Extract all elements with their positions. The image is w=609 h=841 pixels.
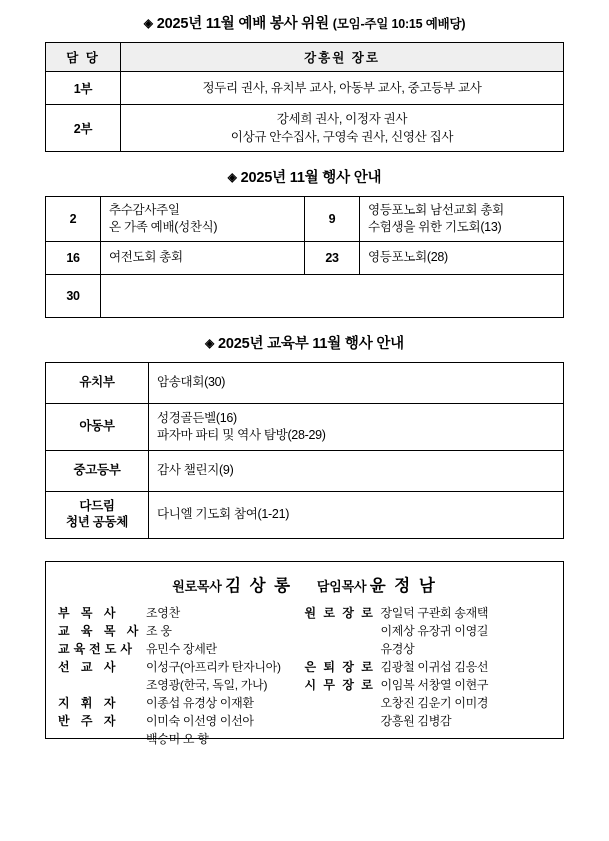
diamond-icon: ◈ <box>227 170 237 184</box>
staff-value-left-3: 이성구(아프리카 탄자니아) <box>146 660 281 674</box>
gap-2 <box>45 318 564 332</box>
education-dept-3: 중고등부 <box>46 451 149 492</box>
senior-pastor-name: 윤 정 남 <box>369 577 437 595</box>
staff-value-right-1: 이제상 유장귀 이영길 <box>380 624 489 638</box>
events-table <box>45 196 564 318</box>
gap-1 <box>45 152 564 166</box>
staff-role-left-6: 반 주 자 <box>58 714 120 728</box>
staff-value-right-6: 강흥원 김병감 <box>380 714 452 728</box>
education-dept-4-line1: 다드림 <box>79 499 115 514</box>
staff-role-left-2: 교육전도사 <box>58 642 136 656</box>
staff-value-right-5: 오창진 김운기 이미경 <box>380 696 489 710</box>
staff-value-left-5: 이종섭 유경상 이재환 <box>146 696 254 710</box>
education-content-2 <box>149 404 564 451</box>
event-desc-left-1-line2: 온 가족 예배(성찬식) <box>109 220 218 234</box>
worship-table <box>45 42 564 152</box>
table-row <box>46 492 564 539</box>
staff-role-right-3: 은 퇴 장 로 <box>304 660 375 674</box>
table-row <box>46 197 564 242</box>
event-day-left-2: 16 <box>46 242 101 275</box>
event-desc-right-1-line2: 수험생을 위한 기도회(13) <box>368 220 502 234</box>
event-day-right-2: 23 <box>305 242 360 275</box>
staff-value-left-6: 이미숙 이선영 이선아 <box>146 714 254 728</box>
list-item <box>58 676 305 694</box>
table-row <box>46 404 564 451</box>
event-day-left-3: 30 <box>46 275 101 318</box>
table-row <box>46 275 564 318</box>
staff-value-right-0: 장일덕 구관회 송재택 <box>380 606 489 620</box>
staff-role-right-4: 시 무 장 로 <box>304 678 375 692</box>
staff-value-left-2: 유민수 장세란 <box>146 642 217 656</box>
staff-directory-heading <box>58 572 551 596</box>
worship-title-main: 2025년 11월 예배 봉사 위원 <box>156 16 329 32</box>
events-title-main: 2025년 11월 행사 안내 <box>240 170 382 186</box>
senior-pastor-emeritus-label: 원로목사 <box>172 579 222 594</box>
list-item <box>305 640 552 658</box>
list-item <box>305 658 552 676</box>
staff-value-right-3: 김광철 이귀섭 김응선 <box>380 660 489 674</box>
event-desc-left-3 <box>101 275 564 318</box>
table-row <box>46 363 564 404</box>
staff-value-right-4: 이임복 서창열 이현구 <box>380 678 489 692</box>
staff-column-left <box>58 604 305 748</box>
senior-pastor-label: 담임목사 <box>316 579 367 594</box>
worship-names-2-line2: 이상규 안수집사, 구영숙 권사, 신영산 집사 <box>230 130 454 144</box>
event-desc-left-1 <box>101 197 305 242</box>
education-title-main: 2025년 교육부 11월 행사 안내 <box>218 336 404 352</box>
event-desc-left-2: 여전도회 총회 <box>101 242 305 275</box>
worship-part-2: 2부 <box>46 105 121 152</box>
education-dept-1: 유치부 <box>46 363 149 404</box>
staff-role-left-3: 선 교 사 <box>58 660 120 674</box>
education-content-1: 암송대회(30) <box>149 363 564 404</box>
staff-role-left-1: 교 육 목 사 <box>58 624 143 638</box>
worship-part-1: 1부 <box>46 72 121 105</box>
table-row <box>46 451 564 492</box>
education-table <box>45 362 564 539</box>
worship-title-sub: (모임-주일 10:15 예배당) <box>332 17 466 31</box>
list-item <box>58 694 305 712</box>
events-section-title <box>45 166 564 187</box>
education-content-3: 감사 챌린지(9) <box>149 451 564 492</box>
list-item <box>58 712 305 730</box>
event-day-left-1: 2 <box>46 197 101 242</box>
education-content-2-line1: 성경골든벨(16) <box>157 410 237 425</box>
list-item <box>305 694 552 712</box>
education-section-title <box>45 332 564 353</box>
staff-value-left-0: 조영찬 <box>146 606 180 620</box>
staff-directory-box <box>45 561 564 746</box>
list-item <box>58 658 305 676</box>
list-item <box>305 712 552 730</box>
table-row <box>46 72 564 105</box>
list-item <box>58 640 305 658</box>
list-item <box>58 730 305 748</box>
education-dept-4-line2: 청년 공동체 <box>65 515 129 529</box>
staff-value-left-1: 조 웅 <box>146 624 172 638</box>
table-row <box>46 242 564 275</box>
staff-column-right <box>305 604 552 748</box>
list-item <box>305 676 552 694</box>
worship-header-duty: 담 당 <box>46 43 121 72</box>
senior-pastor-emeritus-name: 김 상 롱 <box>225 577 293 595</box>
event-desc-right-1-line1: 영등포노회 남선교회 총회 <box>368 202 504 217</box>
list-item <box>58 604 305 622</box>
event-day-right-1: 9 <box>305 197 360 242</box>
worship-names-2 <box>121 105 564 152</box>
education-dept-2: 아동부 <box>46 404 149 451</box>
staff-value-right-2: 유경상 <box>380 642 415 656</box>
event-desc-right-1 <box>360 197 564 242</box>
diamond-icon: ◈ <box>143 16 153 30</box>
event-desc-left-1-line1: 추수감사주일 <box>109 202 180 217</box>
list-item <box>305 622 552 640</box>
diamond-icon: ◈ <box>205 336 215 350</box>
table-header-row <box>46 43 564 72</box>
top-spacer <box>45 0 564 12</box>
staff-value-left-7: 백승미 오 향 <box>146 732 209 746</box>
list-item <box>305 604 552 622</box>
event-desc-right-2: 영등포노회(28) <box>360 242 564 275</box>
staff-role-left-0: 부 목 사 <box>58 606 120 620</box>
worship-header-elder: 강흥원 장로 <box>121 43 564 72</box>
worship-names-1: 정두리 권사, 유치부 교사, 아동부 교사, 중고등부 교사 <box>121 72 564 105</box>
table-row <box>46 105 564 152</box>
worship-section-title <box>45 12 564 33</box>
education-content-4: 다니엘 기도회 참여(1-21) <box>149 492 564 539</box>
worship-names-2-line1: 강세희 권사, 이정자 권사 <box>276 111 408 126</box>
list-item <box>58 622 305 640</box>
staff-role-left-5: 지 휘 자 <box>58 696 120 710</box>
education-content-2-line2: 파자마 파티 및 역사 탐방(28-29) <box>157 428 326 442</box>
staff-value-left-4: 조영광(한국, 독일, 가나) <box>146 678 268 692</box>
education-dept-4 <box>46 492 149 539</box>
staff-role-right-0: 원 로 장 로 <box>304 606 375 620</box>
staff-columns <box>58 604 551 748</box>
